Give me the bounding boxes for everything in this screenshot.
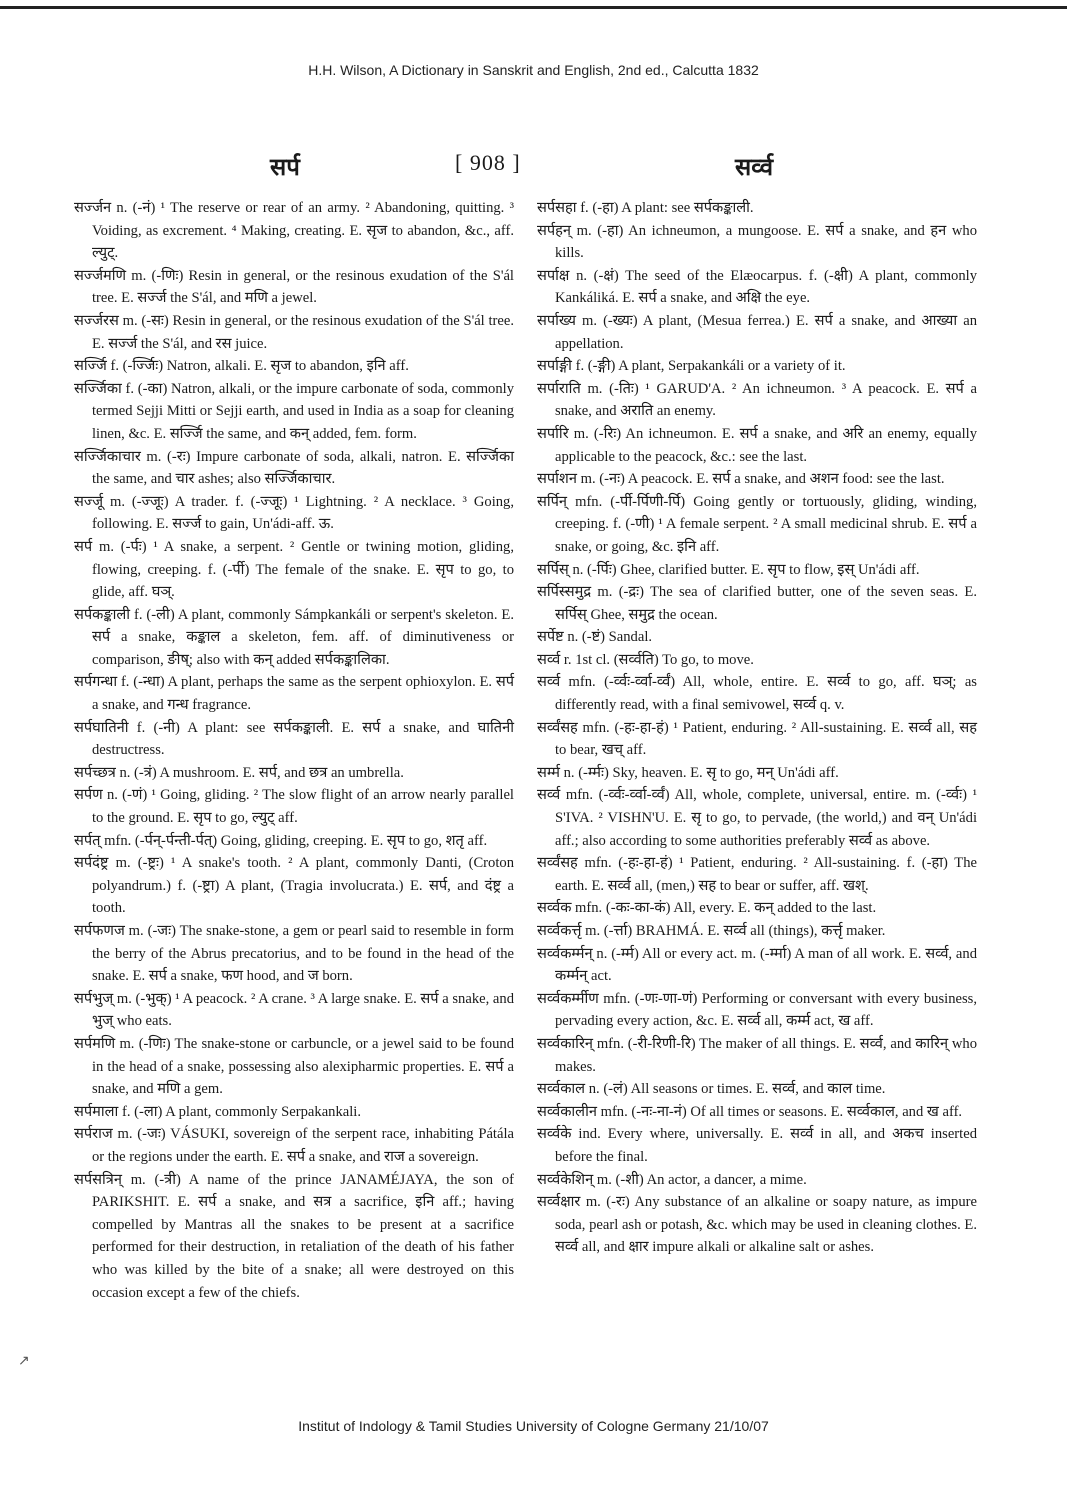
dictionary-entry: सर्पहन् m. (-हा) An ichneumon, a mungoose. E. सर्प a snake, and हन who kills. <box>537 222 977 262</box>
page-number: [ 908 ] <box>455 150 521 175</box>
dictionary-entry: सर्व्व r. 1st cl. (सर्व्वति) To go, to move. <box>537 651 754 668</box>
margin-pencil-mark: ↗ <box>18 1352 30 1368</box>
dictionary-entry: सर्व्वकर्त्तृ m. (-र्त्ता) BRAHMÁ. E. सर्व्व all (things), कर्त्तृ maker. <box>537 923 886 939</box>
dictionary-entry: सर्पच्छत्र n. (-त्रं) A mushroom. E. सर्प, and छत्र an umbrella. <box>74 764 404 781</box>
dictionary-entry: सर्पाशन m. (-नः) A peacock. E. सर्प a snake, and अशन food: see the last. <box>537 471 945 488</box>
dictionary-entry: सर्व्वकर्म्मन् n. (-र्म्म) All or every act. m. (-र्म्मा) A man of all work. E. सर्व्व, and कर्म्मन् act. <box>537 945 977 985</box>
dictionary-entry: सर्पदंष्ट्र m. (-ष्ट्रः) ¹ A snake's tooth. ² A plant, commonly Danti, (Croton polyandrum.) f. (-ष्ट्रा) A plant, (Tragia involucrata.) E. सर्प, and दंष्ट्र a tooth. <box>74 855 514 917</box>
scan-top-border <box>0 6 1067 9</box>
dictionary-entry: सर्पाराति m. (-तिः) ¹ GARUD'A. ² An ichneumon. ³ A peacock. E. सर्प a snake, and अराति an enemy. <box>537 380 977 420</box>
dictionary-entry: सर्व्वंसह mfn. (-हः-हा-हं) ¹ Patient, enduring. ² All-sustaining. E. सर्व्व all, सह to bear, खच् aff. <box>537 719 977 759</box>
running-head-left: सर्प <box>270 152 300 181</box>
dictionary-entry: सर्व्वकर्म्मीण mfn. (-णः-णा-णं) Performing or conversant with every business, pervading every action, &c. E. सर्व्व all, कर्म्म act, ख aff. <box>537 990 977 1030</box>
dictionary-entry: सर्पेष्ट n. (-ष्टं) Sandal. <box>537 629 653 646</box>
source-citation: H.H. Wilson, A Dictionary in Sanskrit and English, 2nd ed., Calcutta 1832 <box>308 62 759 78</box>
dictionary-entry: सर्पारि m. (-रिः) An ichneumon. E. सर्प a snake, and अरि an enemy, equally applicable to the peacock, &c.: see the last. <box>537 425 977 465</box>
dictionary-entry: सर्पसत्रिन् m. (-त्री) A name of the prince JANAMÉJAYA, the son of PARIKSHIT. E. सर्प a snake, and सत्र a sacrifice, इनि aff.; having compelled by Mantras all the snakes to be present at a sacrifice performed for their destruction, in retaliation of the death of his father who was killed by the bite of a snake; all were destroyed on this occasion except a few of the chiefs. <box>74 1171 514 1301</box>
dictionary-entry: सर्व्वकालीन mfn. (-नः-ना-नं) Of all times or seasons. E. सर्व्वकाल, and ख aff. <box>537 1103 963 1120</box>
dictionary-entry: सर्व्व mfn. (-र्व्वः-र्व्वा-र्व्वं) All, whole, complete, universal, entire. m. (-र्व्वः) ¹ S'IVA. ² VISHN'U. E. सृ to go, to pervade, (the world,) and वन् Un'ádi aff.; also according to some authorities preferably सर्व्व as above. <box>537 787 977 849</box>
dictionary-entry: सर्पभुज् m. (-भुक्) ¹ A peacock. ² A crane. ³ A large snake. E. सर्प a snake, and भुज् who eats. <box>74 990 514 1030</box>
dictionary-entry: सर्व्वके ind. Every where, universally. E. सर्व्व in all, and अकच inserted before the final. <box>537 1126 977 1165</box>
dictionary-entry: सर्व्वक mfn. (-कः-का-कं) All, every. E. कन् added to the last. <box>537 900 877 917</box>
dictionary-entry: सर्पराज m. (-जः) VÁSUKI, sovereign of the serpent race, inhabiting Pátála or the regions under the earth. E. सर्प a snake, and राज a sovereign. <box>74 1126 514 1165</box>
dictionary-entry: सर्ज्जू m. (-ज्जूः) A trader. f. (-ज्जूः) ¹ Lightning. ² A necklace. ³ Going, following. E. सर्ज्ज to gain, Un'ádi-aff. ऊ. <box>74 493 514 533</box>
running-head <box>80 150 1000 186</box>
dictionary-entry: सर्पाख्य m. (-ख्यः) A plant, (Mesua ferrea.) E. सर्प a snake, and आख्या an appellation. <box>537 312 977 352</box>
dictionary-entry: सर्ज्जिकाचार m. (-रः) Impure carbonate of soda, alkali, natron. E. सर्ज्जिका the same, and चार ashes; also सर्ज्जिकाचार. <box>74 448 514 488</box>
dictionary-entry: सर्पिस्समुद्र m. (-द्रः) The sea of clarified butter, one of the seven seas. E. सर्पिस् Ghee, समुद्र the ocean. <box>537 584 977 623</box>
dictionary-entry: सर्पण n. (-णं) ¹ Going, gliding. ² The slow flight of an arrow nearly parallel to the ground. E. सृप to go, ल्युट् aff. <box>74 787 514 827</box>
dictionary-entry: सर्पकङ्काली f. (-ली) A plant, commonly Sámpkankáli or serpent's skeleton. E. सर्प a snake, कङ्काल a skeleton, fem. aff. of diminutiveness or comparison, ङीष्; also with कन् added सर्पकङ्कालिका. <box>74 606 514 668</box>
dictionary-entry: सर्ज्जन n. (-नं) ¹ The reserve or rear of an army. ² Abandoning, quitting. ³ Voiding, as excrement. ⁴ Making, creating. E. सृज to abandon, &c., aff. ल्युट्. <box>74 200 514 262</box>
dictionary-entry: सर्पसहा f. (-हा) A plant: see सर्पकङ्काली. <box>537 200 754 216</box>
dictionary-entry: सर्प m. (-र्पः) ¹ A snake, a serpent. ² Gentle or twining motion, gliding, flowing, creeping. f. (-र्पी) The female of the snake. E. सृप to go, to glide, aff. घञ्. <box>74 538 514 601</box>
dictionary-entry: सर्ज्जिका f. (-का) Natron, alkali, or the impure carbonate of soda, commonly termed Sejji Mitti or Sejji earth, and used in India as a soap for cleaning linen, &c. E. सर्ज्जि the same, and कन् added, fem. form. <box>74 380 514 442</box>
dictionary-entry: सर्ज्जरस m. (-सः) Resin in general, or the resinous exudation of the S'ál tree. E. सर्ज्ज the S'ál, and रस juice. <box>74 312 514 352</box>
dictionary-entry: सर्व्वकेशिन् m. (-शी) An actor, a dancer, a mime. <box>537 1171 807 1188</box>
dictionary-entry: सर्पिन् mfn. (-र्पी-र्पिणी-र्पि) Going gently or tortuously, gliding, winding, creeping. f. (-णी) ¹ A female serpent. ² A small medicinal shrub. E. सर्प a snake, or going, &c. इनि aff. <box>537 493 977 555</box>
institution-footer: Institut of Indology & Tamil Studies University of Cologne Germany 21/10/07 <box>298 1418 769 1434</box>
dictionary-entry: सर्व्वक्षार m. (-रः) Any substance of an alkaline or soapy nature, as impure soda, pearl ash or potash, &c. which may be used in cleaning clothes. E. सर्व्व all, and क्षार impure alkali or alkaline salt or ashes. <box>537 1194 977 1256</box>
dictionary-entry: सर्व्व mfn. (-र्व्वः-र्व्वा-र्व्वं) All, whole, entire. E. सर्व्व to go, aff. घञ्; as differently read, with a final semivowel, सर्व्व q. v. <box>537 674 977 714</box>
dictionary-entry: सर्पघातिनी f. (-नी) A plant: see सर्पकङ्काली. E. सर्प a snake, and घातिनी destructress. <box>74 719 514 759</box>
dictionary-entry: सर्ज्जि f. (-र्ज्जिः) Natron, alkali. E. सृज to abandon, इनि aff. <box>74 358 409 375</box>
dictionary-entry: सर्पाक्ष n. (-क्षं) The seed of the Elæocarpus. f. (-क्षी) A plant, commonly Kankáliká. E. सर्प a snake, and अक्षि the eye. <box>537 267 977 307</box>
dictionary-entry: सर्व्वकारिन् mfn. (-री-रिणी-रि) The maker of all things. E. सर्व्व, and कारिन् who makes. <box>537 1035 977 1075</box>
dictionary-entry: सर्म्म n. (-र्म्मः) Sky, heaven. E. सृ to go, मन् Un'ádi aff. <box>537 764 839 781</box>
dictionary-entry: सर्व्वकाल n. (-लं) All seasons or times. E. सर्व्व, and काल time. <box>537 1081 886 1098</box>
running-head-right: सर्व्व <box>735 152 774 181</box>
dictionary-entry: सर्पगन्धा f. (-न्धा) A plant, perhaps the same as the serpent ophioxylon. E. सर्प a snake, and गन्ध fragrance. <box>74 674 514 714</box>
dictionary-entry: सर्ज्जमणि m. (-णिः) Resin in general, or the resinous exudation of the S'ál tree. E. सर्ज्ज the S'ál, and मणि a jewel. <box>74 267 514 307</box>
dictionary-entry: सर्पफणज m. (-जः) The snake-stone, a gem or pearl said to resemble in form the berry of the Abrus precatorius, and to be found in the head of the snake. E. सर्प a snake, फण hood, and ज born. <box>74 923 514 985</box>
dictionary-entry: सर्पिस् n. (-र्पिः) Ghee, clarified butter. E. सृप to flow, इस् Un'ádi aff. <box>537 561 920 578</box>
dictionary-entry: सर्पाङ्गी f. (-ङ्गी) A plant, Serpakankáli or a variety of it. <box>537 358 846 375</box>
left-column <box>74 197 514 1304</box>
right-column <box>537 197 977 1259</box>
dictionary-entry: सर्व्वंसह mfn. (-हः-हा-हं) ¹ Patient, enduring. ² All-sustaining. f. (-हा) The earth. E. सर्व्व all, (men,) सह to bear or suffer, aff. खश्. <box>537 855 977 894</box>
dictionary-entry: सर्पमाला f. (-ला) A plant, commonly Serpakankali. <box>74 1103 361 1120</box>
dictionary-entry: सर्पत् mfn. (-र्पन्-र्पन्ती-र्पत्) Going, gliding, creeping. E. सृप to go, शतृ aff. <box>74 832 488 849</box>
dictionary-entry: सर्पमणि m. (-णिः) The snake-stone or carbuncle, or a jewel said to be found in the head of a snake, possessing also alexipharmic properties. E. सर्प a snake, and मणि a gem. <box>74 1035 514 1098</box>
